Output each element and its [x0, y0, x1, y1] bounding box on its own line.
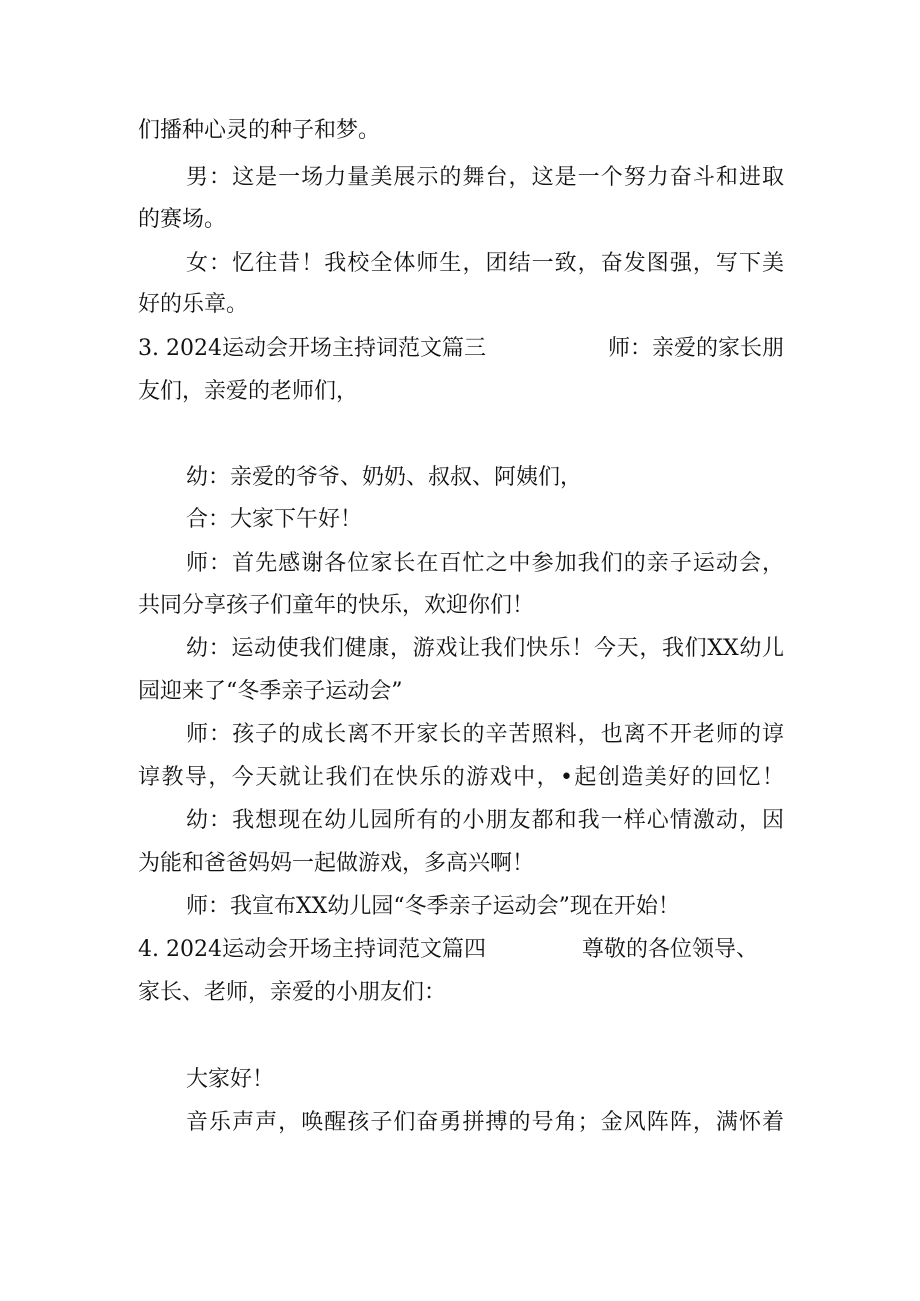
text-line: 幼：我想现在幼儿园所有的小朋友都和我一样心情激动，因: [186, 808, 784, 833]
section-lead-text: 师：亲爱的家长朋: [607, 336, 784, 361]
text-line: 幼：亲爱的爷爷、奶奶、叔叔、阿姨们，: [186, 465, 583, 490]
section-lead-text: 尊敬的各位领导、: [581, 937, 758, 962]
text-line: 师：孩子的成长离不开家长的辛苦照料，也离不开老师的谆: [186, 722, 784, 747]
text-line: 合：大家下午好！: [186, 507, 363, 532]
text-line: 友们，亲爱的老师们，: [138, 379, 359, 404]
text-line: 幼：运动使我们健康，游戏让我们快乐！今天，我们XX幼儿: [186, 636, 784, 661]
text-line: 好的乐章。: [138, 292, 249, 317]
section-heading-3: [138, 334, 784, 364]
text-line: 们播种心灵的种子和梦。: [138, 118, 381, 143]
text-line: 园迎来了“冬季亲子运动会”: [138, 679, 403, 704]
section-title: 3. 2024运动会开场主持词范文篇三: [138, 336, 486, 361]
text-line: 男：这是一场力量美展示的舞台，这是一个努力奋斗和进取: [186, 165, 784, 190]
text-line: 女：忆往昔！我校全体师生，团结一致，奋发图强，写下美: [186, 251, 784, 276]
text-line: 师：首先感谢各位家长在百忙之中参加我们的亲子运动会，: [186, 551, 784, 576]
text-line: 音乐声声，唤醒孩子们奋勇拼搏的号角；金风阵阵，满怀着: [186, 1110, 784, 1135]
text-line: 师：我宣布XX幼儿园“冬季亲子运动会”现在开始！: [186, 894, 680, 919]
text-line: 为能和爸爸妈妈一起做游戏，多高兴啊！: [138, 851, 535, 876]
text-line: 共同分享孩子们童年的快乐，欢迎你们！: [138, 593, 535, 618]
section-title: 4. 2024运动会开场主持词范文篇四: [138, 937, 486, 962]
text-line: 的赛场。: [138, 207, 227, 232]
text-line: 家长、老师，亲爱的小朋友们：: [138, 980, 447, 1005]
section-heading-4: [138, 935, 758, 965]
text-line: 谆教导，今天就让我们在快乐的游戏中，•起创造美好的回忆！: [138, 765, 784, 790]
text-line: 大家好！: [186, 1067, 275, 1092]
